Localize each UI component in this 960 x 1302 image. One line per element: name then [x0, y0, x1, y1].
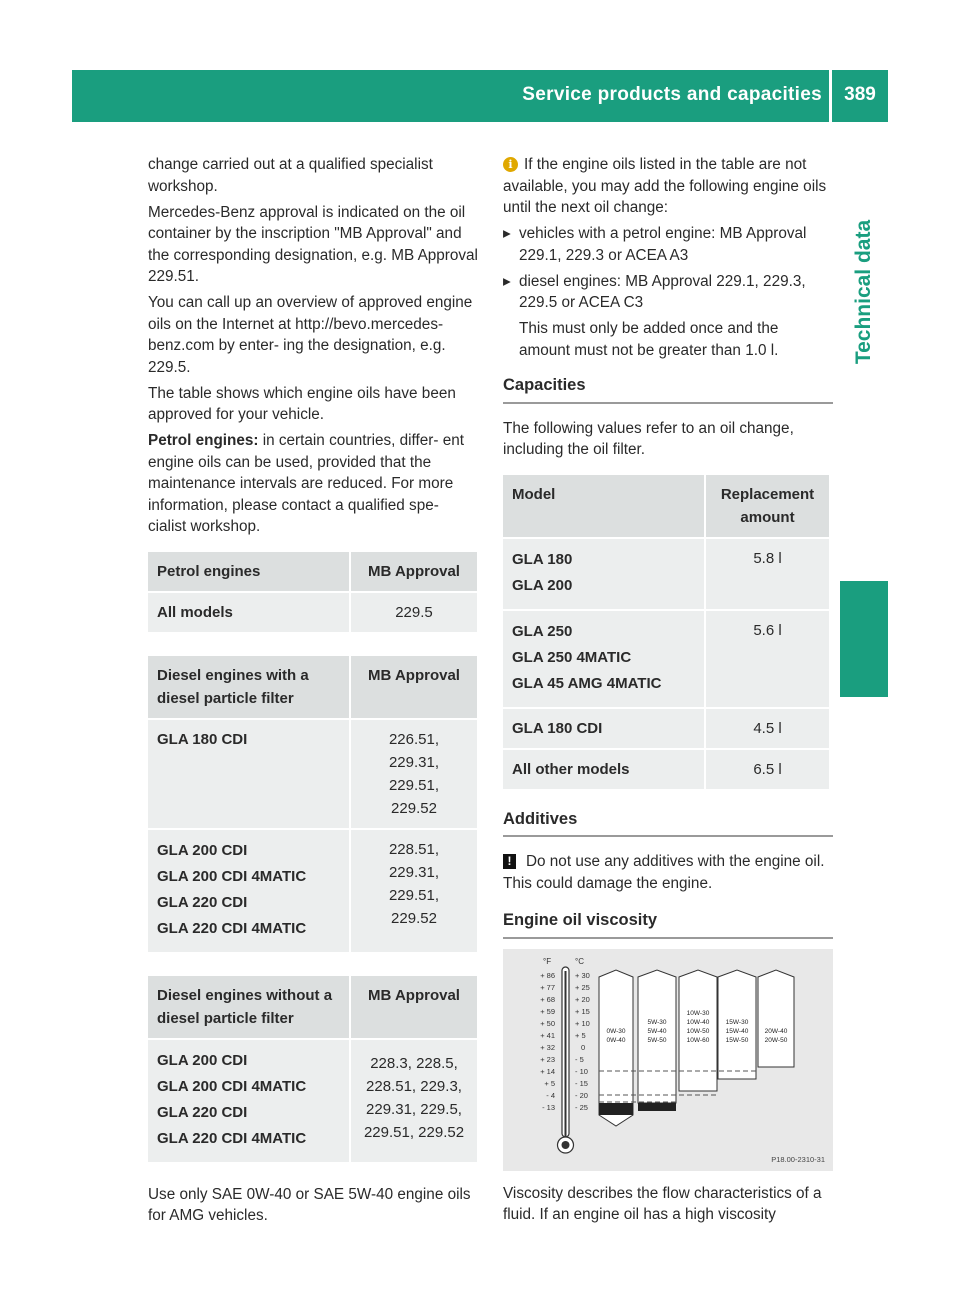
- c-tick: - 5: [575, 1054, 584, 1064]
- model-name: GLA 45 AMG 4MATIC: [512, 674, 662, 692]
- c-tick: + 25: [575, 982, 590, 992]
- unit-f-label: °F: [543, 956, 552, 966]
- list-item: [503, 271, 833, 314]
- table-row: [503, 709, 829, 748]
- paragraph: This must only be added once and the amount must not be greater than 1.0 l.: [519, 320, 779, 359]
- model-name: GLA 180: [512, 550, 573, 568]
- grade-label: 5W-30: [647, 1018, 667, 1026]
- table-cell: [503, 611, 704, 707]
- info-text: If the engine oils listed in the table are not available, you may add the following engine oils until the next oil change:: [503, 156, 827, 216]
- petrol-engines-label: Petrol engines:: [148, 432, 259, 449]
- grade-label: 20W-50: [764, 1036, 788, 1044]
- model-name: GLA 220 CDI 4MATIC: [157, 919, 307, 937]
- table-cell: 228.3, 228.5, 228.51, 229.3, 229.31, 229.5, 229.51, 229.52: [351, 1040, 477, 1162]
- c-tick: + 10: [575, 1018, 590, 1028]
- cold-band: [638, 1103, 676, 1111]
- petrol-engines-table: [146, 550, 479, 634]
- bullet-icon: ▸: [503, 225, 511, 242]
- viscosity-chart: [503, 949, 833, 1171]
- model-name: GLA 200 CDI: [157, 1051, 248, 1069]
- model-name: GLA 220 CDI: [157, 1103, 248, 1121]
- table-header-cell: Diesel engines with a diesel particle filter: [148, 656, 349, 718]
- right-column: [503, 154, 833, 1230]
- side-tab-label: Technical data: [852, 219, 875, 365]
- table-row: [148, 1040, 477, 1162]
- paragraph: Use only SAE 0W-40 or SAE 5W-40 engine oils for AMG vehicles.: [148, 1185, 471, 1224]
- grade-label: 5W-50: [647, 1036, 667, 1044]
- table-row: [503, 750, 829, 789]
- side-tab: [840, 122, 888, 697]
- paragraph: The following values refer to an oil change, including the oil filter.: [503, 419, 794, 458]
- table-cell: All models: [148, 593, 349, 632]
- side-tab-block: [840, 581, 888, 697]
- table-header-cell: MB Approval: [351, 552, 477, 591]
- additives-heading: Additives: [503, 809, 833, 838]
- info-icon: i: [503, 157, 518, 172]
- grade-column-20w: [758, 970, 794, 1067]
- f-tick: + 86: [540, 970, 555, 980]
- unit-c-label: °C: [575, 956, 584, 966]
- page-header: [72, 70, 888, 122]
- grade-label: 10W-40: [686, 1018, 710, 1026]
- table-cell: All other models: [503, 750, 704, 789]
- c-tick: - 25: [575, 1102, 588, 1112]
- cold-band: [599, 1103, 633, 1115]
- paragraph-text: in certain countries, differ- ent engine oils can be used, provided that the maintenance intervals are reduced. For more information, please contact a qualified spe- cialist workshop.: [148, 432, 464, 535]
- grade-label: 15W-50: [725, 1036, 749, 1044]
- table-cell: 5.6 l: [706, 611, 829, 707]
- c-tick: - 20: [575, 1090, 588, 1100]
- f-tick: + 41: [540, 1030, 555, 1040]
- f-tick: + 23: [540, 1054, 555, 1064]
- c-tick: + 15: [575, 1006, 590, 1016]
- grade-label: 10W-60: [686, 1036, 710, 1044]
- table-cell: 5.8 l: [706, 539, 829, 609]
- grade-label: 15W-40: [725, 1027, 749, 1035]
- c-tick: + 5: [575, 1030, 586, 1040]
- paragraph: You can call up an overview of approved engine oils on the Internet at http://bevo.mercedes-benz.com by enter- ing the designation, e.g. 229.5.: [148, 294, 473, 376]
- model-name: GLA 250 4MATIC: [512, 648, 632, 666]
- grade-label: 15W-30: [725, 1018, 749, 1026]
- table-header-cell: Diesel engines without a diesel particle filter: [148, 976, 349, 1038]
- section-title: Service products and capacities: [522, 84, 822, 105]
- table-cell: [148, 1040, 349, 1162]
- f-tick: - 4: [546, 1090, 555, 1100]
- table-row: [503, 539, 829, 609]
- model-name: GLA 200: [512, 576, 573, 594]
- f-tick: + 77: [540, 982, 555, 992]
- grade-column-0w: [599, 970, 633, 1126]
- warning-icon: !: [503, 854, 516, 869]
- grade-label: 5W-40: [647, 1027, 667, 1035]
- table-row: [503, 611, 829, 707]
- table-cell: 4.5 l: [706, 709, 829, 748]
- c-tick: + 20: [575, 994, 590, 1004]
- table-header-cell: Petrol engines: [148, 552, 349, 591]
- model-name: GLA 200 CDI: [157, 841, 248, 859]
- table-header-cell: MB Approval: [351, 976, 477, 1038]
- warning-text: Do not use any additives with the engine oil. This could damage the engine.: [503, 853, 825, 892]
- table-cell: GLA 180 CDI: [148, 720, 349, 828]
- model-name: GLA 220 CDI: [157, 893, 248, 911]
- model-name: GLA 200 CDI 4MATIC: [157, 867, 307, 885]
- table-cell: GLA 180 CDI: [503, 709, 704, 748]
- list-item-text: vehicles with a petrol engine: MB Approval 229.1, 229.3 or ACEA A3: [519, 225, 807, 264]
- grade-label: 0W-40: [606, 1036, 626, 1044]
- f-tick: + 5: [544, 1078, 555, 1088]
- table-header-cell: Model: [503, 475, 704, 537]
- grade-label: 10W-50: [686, 1027, 710, 1035]
- f-tick: + 32: [540, 1042, 555, 1052]
- c-tick: - 10: [575, 1066, 588, 1076]
- model-name: GLA 250: [512, 622, 573, 640]
- table-header-cell: Replacement amount: [706, 475, 829, 537]
- paragraph: Mercedes-Benz approval is indicated on the oil container by the inscription "MB Approval" and the corresponding designation, e.g. MB Approval 229.51.: [148, 203, 478, 285]
- left-column: [148, 154, 481, 1231]
- capacities-table: [501, 473, 831, 791]
- figure-code: P18.00-2310-31: [771, 1154, 825, 1164]
- thermometer-icon: [558, 967, 574, 1153]
- f-tick: + 59: [540, 1006, 555, 1016]
- c-tick: 0: [581, 1042, 586, 1052]
- table-cell: 226.51, 229.31, 229.51, 229.52: [351, 720, 477, 828]
- table-cell: 228.51, 229.31, 229.51, 229.52: [351, 830, 477, 952]
- f-tick: + 14: [540, 1066, 555, 1076]
- diesel-with-filter-table: [146, 654, 479, 954]
- grade-label: 20W-40: [764, 1027, 788, 1035]
- table-cell: [148, 830, 349, 952]
- f-tick: + 68: [540, 994, 555, 1004]
- table-cell: [503, 539, 704, 609]
- f-tick: - 13: [542, 1102, 555, 1112]
- list-item-text: diesel engines: MB Approval 229.1, 229.3, 229.5 or ACEA C3: [519, 272, 806, 311]
- page-number: 389: [844, 84, 876, 105]
- c-tick: + 30: [575, 970, 590, 980]
- table-row: [148, 720, 477, 828]
- grade-label: 0W-30: [606, 1027, 626, 1035]
- bullet-icon: ▸: [503, 272, 511, 290]
- viscosity-heading: Engine oil viscosity: [503, 910, 833, 939]
- table-cell: 6.5 l: [706, 750, 829, 789]
- diesel-without-filter-table: [146, 974, 479, 1164]
- list-item: [503, 223, 833, 266]
- table-cell: 229.5: [351, 593, 477, 632]
- paragraph: The table shows which engine oils have been approved for your vehicle.: [148, 384, 456, 423]
- table-header-cell: MB Approval: [351, 656, 477, 718]
- model-name: GLA 220 CDI 4MATIC: [157, 1129, 307, 1147]
- model-name: GLA 200 CDI 4MATIC: [157, 1077, 307, 1095]
- c-tick: - 15: [575, 1078, 588, 1088]
- viscosity-chart-graphic: [503, 949, 833, 1171]
- grade-label: 10W-30: [686, 1009, 710, 1017]
- table-row: [148, 593, 477, 632]
- capacities-heading: Capacities: [503, 375, 833, 404]
- paragraph: change carried out at a qualified specialist workshop.: [148, 156, 433, 195]
- paragraph: [148, 430, 481, 538]
- f-tick: + 50: [540, 1018, 555, 1028]
- warning-note: [503, 851, 833, 894]
- info-note: [503, 154, 833, 219]
- table-row: [148, 830, 477, 952]
- paragraph: Viscosity describes the flow characteristics of a fluid. If an engine oil has a high viscosity: [503, 1184, 822, 1223]
